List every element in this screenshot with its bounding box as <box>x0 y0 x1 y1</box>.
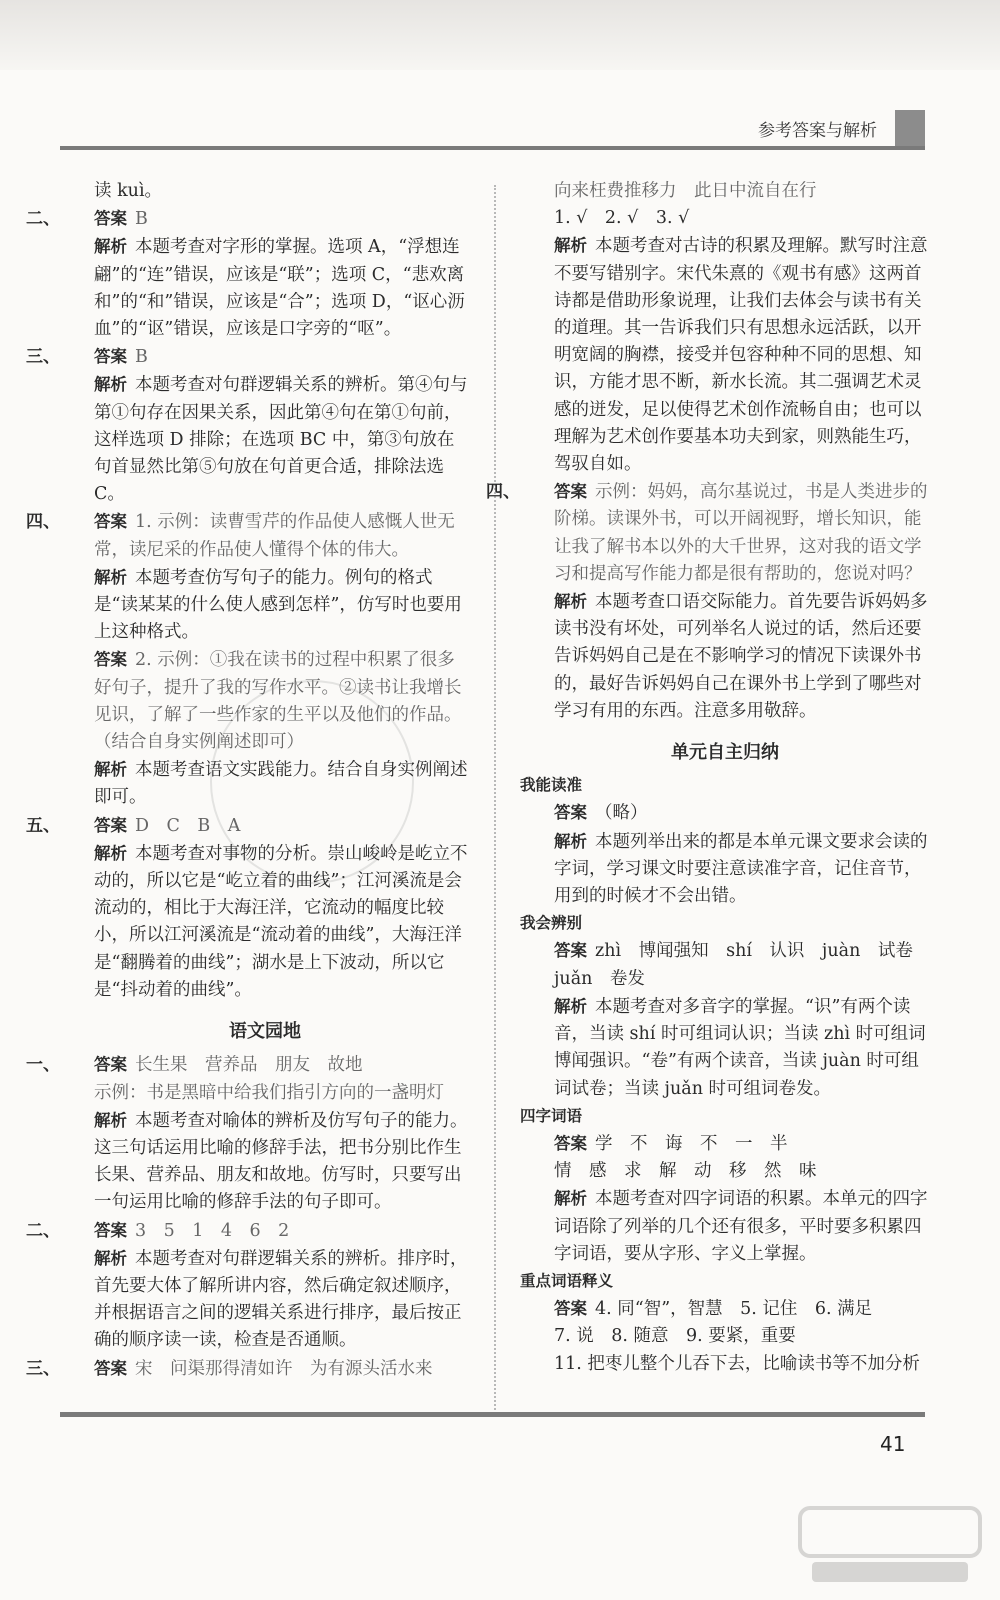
analysis-label: 解析 <box>554 831 587 851</box>
paragraph-text: 4. 同“智”，智慧 5. 记住 6. 满足 <box>595 1299 873 1320</box>
question-answer <box>26 1051 470 1079</box>
analysis-paragraph <box>520 588 930 725</box>
analysis-paragraph <box>60 371 470 508</box>
paragraph-text: 本题考查语文实践能力。结合自身实例阐述即可。 <box>94 760 468 808</box>
analysis-label: 解析 <box>94 1248 127 1268</box>
page-top-shadow <box>0 0 1000 70</box>
question-number: 二、 <box>26 1220 60 1241</box>
text-line: 向来枉费推移力 此日中流自在行 <box>554 181 817 201</box>
paragraph-text: 本题考查对句群逻辑关系的辨析。第④句与第①句存在因果关系，因此第④句在第①句前，这样选项 D 排除；在选项 BC 中，第③句放在句首显然比第⑤句放在句首更合适，排除法选 C。 <box>94 375 468 505</box>
analysis-label: 解析 <box>554 996 587 1016</box>
answer-label: 答案 <box>554 1133 587 1153</box>
text-line: 情 感 求 解 动 移 然 味 <box>554 1161 817 1182</box>
paragraph-text: 本题考查对古诗的积累及理解。默写时注意不要写错别字。宋代朱熹的《观书有感》这两首诗都是借助形象说理，让我们去体会与读书有关的道理。其一告诉我们只有思想永远活跃，以开明宽阔的胸襟，接受并包容种种不同的思想、知识，方能才思不断，新水长流。其二强调艺术灵感的迸发，足以使得艺术创作流畅自由；也可以理解为艺术创作要基本功夫到家，则熟能生巧，驾驭自如。 <box>554 236 928 475</box>
answer-label: 答案 <box>94 1358 127 1378</box>
text-line: 读 kuì。 <box>94 181 163 201</box>
paragraph-text: 2. 示例：①我在读书的过程中积累了很多好句子，提升了我的写作水平。②读书让我增长见识，了解了一些作家的生平以及他们的作品。（结合自身实例阐述即可） <box>94 650 462 753</box>
answer-paragraph <box>520 799 930 827</box>
footer-rule <box>60 1412 925 1417</box>
paragraph-text: 本题列举出来的都是本单元课文要求会读的字词，学习课文时要注意读准字音，记住音节，用到的时候才不会出错。 <box>554 831 928 907</box>
answer-paragraph <box>520 1130 930 1158</box>
question-answer <box>26 343 470 371</box>
subsection-title: 我能读准 <box>520 776 583 795</box>
text-line: 11. 把枣儿整个儿吞下去，比喻读书等不加分析 <box>554 1353 920 1374</box>
site-watermark-logo <box>790 1500 990 1590</box>
paragraph-text: （略） <box>595 803 648 824</box>
paragraph-text: zhì 博闻强知 shí 认识 juàn 试卷 juǎn 卷发 <box>554 941 931 989</box>
paragraph-text: 本题考查仿写句子的能力。例句的格式是“读某某的什么使人感到怎样”，仿写时也要用上这种格式。 <box>94 567 462 643</box>
question-number: 五、 <box>26 815 60 836</box>
subsection-title: 四字词语 <box>520 1106 583 1125</box>
paragraph-text: 学 不 诲 不 一 半 <box>595 1133 788 1154</box>
analysis-label: 解析 <box>94 375 127 395</box>
header-rule <box>60 146 925 150</box>
text-line: 示例：书是黑暗中给我们指引方向的一盏明灯 <box>94 1082 444 1103</box>
text-line: 1. √ 2. √ 3. √ <box>554 208 690 229</box>
answer-text: D C B A <box>135 815 241 836</box>
answer-text: B <box>135 209 148 230</box>
paragraph-text: 本题考查对事物的分析。崇山峻岭是屹立不动的，所以它是“屹立着的曲线”；江河溪流是会流动的，相比于大海汪洋，它流动的幅度比较小，所以江河溪流是“流动着的曲线”，大海汪洋是“翻腾着的曲线”；湖水是上下波动，所以它是“抖动着的曲线”。 <box>94 843 468 1000</box>
subsection-title: 重点词语释义 <box>520 1271 614 1290</box>
analysis-label: 解析 <box>94 567 127 587</box>
answer-label: 答案 <box>554 803 587 823</box>
answer-text: 3 5 1 4 6 2 <box>135 1220 290 1241</box>
analysis-label: 解析 <box>94 1110 127 1130</box>
answer-text: 1. 示例：读曹雪芹的作品使人感慨人世无常，读尼采的作品使人懂得个体的伟大。 <box>94 512 455 560</box>
question-answer <box>26 508 470 563</box>
answer-label: 答案 <box>554 482 587 502</box>
paragraph-text: 本题考查对多音字的掌握。“识”有两个读音，当读 shí 时可组词认识；当读 zhì 时可组词博闻强识。“卷”有两个读音，当读 juàn 时可组词试卷；当读 juǎn 时可组词卷发。 <box>554 996 926 1099</box>
question-number: 一、 <box>26 1055 60 1076</box>
question-number: 二、 <box>26 209 60 230</box>
analysis-paragraph <box>520 993 930 1103</box>
section-title: 单元自主归纳 <box>671 742 779 764</box>
paragraph-text: 本题考查对四字词语的积累。本单元的四字词语除了列举的几个还有很多，平时要多积累四字词语，要从字形、字义上掌握。 <box>554 1189 928 1264</box>
analysis-label: 解析 <box>554 1189 587 1209</box>
answer-label: 答案 <box>94 1055 127 1075</box>
question-number: 三、 <box>26 1358 60 1379</box>
analysis-paragraph <box>60 1245 470 1355</box>
question-number: 三、 <box>26 347 60 368</box>
answer-text: 长生果 营养品 朋友 故地 <box>135 1055 363 1076</box>
answer-text: 宋 问渠那得清如许 为有源头活水来 <box>135 1358 433 1379</box>
analysis-label: 解析 <box>94 237 127 257</box>
answer-paragraph <box>520 937 930 992</box>
analysis-label: 解析 <box>554 236 587 256</box>
running-header-title: 参考答案与解析 <box>758 121 877 141</box>
question-answer <box>26 205 470 233</box>
answer-label: 答案 <box>554 1299 587 1319</box>
analysis-paragraph <box>60 233 470 343</box>
answer-label: 答案 <box>554 941 587 961</box>
question-answer <box>26 1217 470 1245</box>
question-answer <box>486 478 930 588</box>
answer-label: 答案 <box>94 650 127 670</box>
answer-label: 答案 <box>94 815 127 835</box>
analysis-paragraph <box>60 1107 470 1217</box>
analysis-paragraph <box>520 828 930 911</box>
header-tab-block <box>895 110 925 150</box>
page-number: 41 <box>880 1432 906 1456</box>
analysis-label: 解析 <box>554 592 587 612</box>
column-divider <box>494 185 496 1410</box>
paragraph-text: 本题考查口语交际能力。首先要告诉妈妈多读书没有坏处，可列举名人说过的话，然后还要告诉妈妈自己是在不影响学习的情况下读课外书的，最好告诉妈妈自己在课外书上学到了哪些对学习有用的东西。注意多用敬辞。 <box>554 592 928 721</box>
paragraph-text: 本题考查对字形的掌握。选项 A，“浮想连翩”的“连”错误，应该是“联”；选项 C，“悲欢离和”的“和”错误，应该是“合”；选项 D，“讴心沥血”的“讴”错误，应该是口字旁的“呕”。 <box>94 237 465 340</box>
answer-label: 答案 <box>94 1220 127 1240</box>
watermark-stamp <box>210 680 414 884</box>
analysis-label: 解析 <box>94 760 127 780</box>
paragraph-text: 本题考查对喻体的辨析及仿写句子的能力。这三句话运用比喻的修辞手法，把书分别比作生长果、营养品、朋友和故地。仿写时，只要写出一句运用比喻的修辞手法的句子即可。 <box>94 1110 468 1213</box>
analysis-paragraph <box>520 232 930 478</box>
answer-label: 答案 <box>94 209 127 229</box>
analysis-label: 解析 <box>94 843 127 863</box>
paragraph-text: 本题考查对句群逻辑关系的辨析。排序时，首先要大体了解所讲内容，然后确定叙述顺序，并根据语言之间的逻辑关系进行排序，最后按正确的顺序读一读，检查是否通顺。 <box>94 1248 468 1351</box>
answer-label: 答案 <box>94 347 127 367</box>
subsection-title: 我会辨别 <box>520 914 583 933</box>
answer-text: 示例：妈妈，高尔基说过，书是人类进步的阶梯。读课外书，可以开阔视野，增长知识，能让我了解书本以外的大千世界，这对我的语文学习和提高写作能力都是很有帮助的，您说对吗？ <box>554 482 928 584</box>
question-number: 四、 <box>486 482 520 503</box>
answer-label: 答案 <box>94 512 127 532</box>
section-title: 语文园地 <box>229 1021 301 1043</box>
text-line: 7. 说 8. 随意 9. 要紧，重要 <box>554 1326 796 1347</box>
answer-paragraph <box>520 1295 930 1323</box>
question-number: 四、 <box>26 512 60 533</box>
analysis-paragraph <box>60 564 470 647</box>
answer-text: B <box>135 347 148 368</box>
right-column <box>486 178 931 1378</box>
analysis-paragraph <box>520 1185 930 1268</box>
question-answer <box>26 1355 470 1383</box>
